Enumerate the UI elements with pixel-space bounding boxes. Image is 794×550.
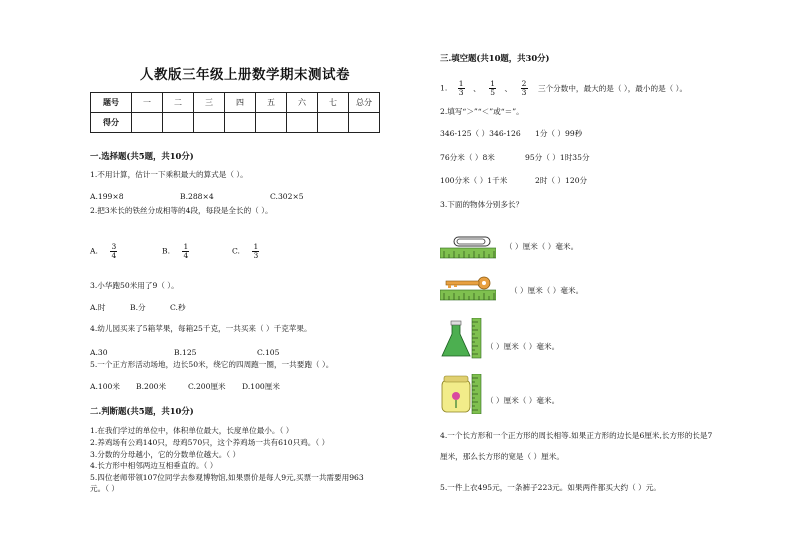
numerator: 2 [521,79,527,88]
paperclip-ruler-icon [440,233,496,261]
separator: 、 [504,83,513,93]
score-cell[interactable] [132,113,163,133]
fraction [521,80,528,97]
score-cell[interactable] [318,113,349,133]
question-text: 2.养鸡场有公鸡140只，母鸡570只，这个养鸡场一共有610只鸡。（ ） [90,438,330,447]
option-text: A.100米 [90,382,120,391]
option-letter: B. [162,246,170,256]
score-header-cell: 五 [256,93,287,113]
numerator: 3 [111,242,117,251]
question-text: 1.在我们学过的单位中，体积单位最大，长度单位最小。（ ） [90,426,294,435]
question-text: 3.分数的分母越小，它的分数单位越大。（ ） [90,450,241,459]
denominator: 4 [183,251,189,260]
denominator: 3 [458,88,464,97]
fraction [458,80,465,97]
question-text: 5.一件上衣495元，一条裤子223元。如果两件都买大约（ ）元。 [440,483,661,492]
score-header-cell: 四 [225,93,256,113]
option-text: C.105 [257,348,280,357]
score-cell[interactable] [349,113,380,133]
option-text: A.30 [90,348,108,357]
numerator: 1 [253,242,259,251]
option-text: C.秒 [170,303,186,312]
score-table-score-row [91,113,380,133]
section-heading-judge: 二.判断题(共5题，共10分) [90,406,194,416]
score-header-cell: 一 [132,93,163,113]
numerator: 1 [458,79,464,88]
compare-item: 100分米（ ）1千米 [440,176,508,185]
option-text: A.199×8 [90,192,124,201]
question-text: 4.一个长方形和一个正方形的周长相等.如果正方形的边长是6厘米,长方形的长是7 [440,431,713,440]
page-title: 人教版三年级上册数学期末测试卷 [140,67,350,83]
compare-item: 2时（ ）120分 [535,176,588,185]
question-text: 元。（ ） [90,484,119,493]
denominator: 5 [490,88,495,97]
score-table-header-row [91,93,380,113]
jar-ruler-icon [440,374,482,414]
option-text: C.302×5 [270,192,304,201]
denominator: 4 [111,251,117,260]
question-text: 厘米，那么长方形的宽是（ ）厘米。 [440,452,564,461]
option-letter: C. [232,246,240,256]
question-text: 2.填写“＞”“＜”或“＝”。 [440,107,524,116]
question-fractions [440,80,687,97]
question-text: 1.不用计算，估计一下乘积最大的算式是（ ）。 [90,170,248,179]
question-number: 1. [440,83,448,93]
fraction [252,243,259,260]
option-fraction [162,243,189,260]
denominator: 3 [253,251,259,260]
option-text: B.125 [174,348,197,357]
option-text: A.时 [90,303,106,312]
option-letter: A. [90,246,98,256]
score-cell[interactable] [163,113,194,133]
question-text: 三个分数中，最大的是（ ），最小的是（ ）。 [537,83,688,93]
measure-answer: （ ）厘米（ ）毫米。 [486,396,560,405]
option-text: B.288×4 [180,192,214,201]
section-heading-choice: 一.选择题(共5题，共10分) [90,151,194,161]
score-table [90,92,380,133]
measure-answer: （ ）厘米（ ）毫米。 [486,342,560,351]
flask-ruler-icon [440,318,482,360]
fraction [489,80,496,97]
score-header-cell: 总分 [349,93,380,113]
section-heading-fill: 三.填空题(共10题，共30分) [440,53,550,63]
question-text: 3.下面的物体分别多长？ [440,200,524,209]
compare-item: 346-125（ ）346-126 [440,129,521,138]
separator: 、 [473,83,481,93]
question-text: 5.一个正方形活动场地，边长50米，绕它的四周跑一圈，一共要跑（ ）。 [90,360,334,369]
score-row-label: 得分 [91,113,132,133]
compare-item: 76分米（ ）8米 [440,153,495,162]
score-header-cell: 六 [287,93,318,113]
question-text: 3.小华跑50米用了9（ ）。 [90,281,179,290]
numerator: 1 [183,242,189,251]
score-header-cell: 七 [318,93,349,113]
numerator: 1 [490,79,495,88]
score-header-cell: 三 [194,93,225,113]
option-text: D.100厘米 [242,382,280,391]
fraction [110,243,117,260]
score-cell[interactable] [256,113,287,133]
compare-item: 1分（ ）99秒 [535,129,583,138]
option-fraction [232,243,259,260]
option-text: B.200米 [136,382,167,391]
question-text: 2.把3米长的铁丝分成相等的4段，每段是全长的（ ）。 [90,206,273,215]
score-header-cell: 题号 [91,93,132,113]
fraction [182,243,189,260]
question-text: 4.长方形中相邻两边互相垂直的。（ ） [90,461,218,470]
question-text: 5.四位老师带领107位同学去参观博物馆,如果票价是每人9元,买票一共需要用963 [90,473,364,482]
question-text: 4.幼儿园买来了5箱苹果，每箱25千克，一共买来（ ）千克苹果。 [90,324,312,333]
score-cell[interactable] [287,113,318,133]
score-header-cell: 二 [163,93,194,113]
key-ruler-icon [440,275,496,303]
compare-item: 95分（ ）1时35分 [525,153,590,162]
measure-answer: （ ）厘米（ ）毫米。 [505,242,579,251]
option-fraction [90,243,117,260]
score-cell[interactable] [194,113,225,133]
denominator: 3 [521,88,527,97]
option-text: B.分 [130,303,146,312]
measure-answer: （ ）厘米（ ）毫米。 [510,286,584,295]
option-text: C.200厘米 [188,382,226,391]
score-cell[interactable] [225,113,256,133]
